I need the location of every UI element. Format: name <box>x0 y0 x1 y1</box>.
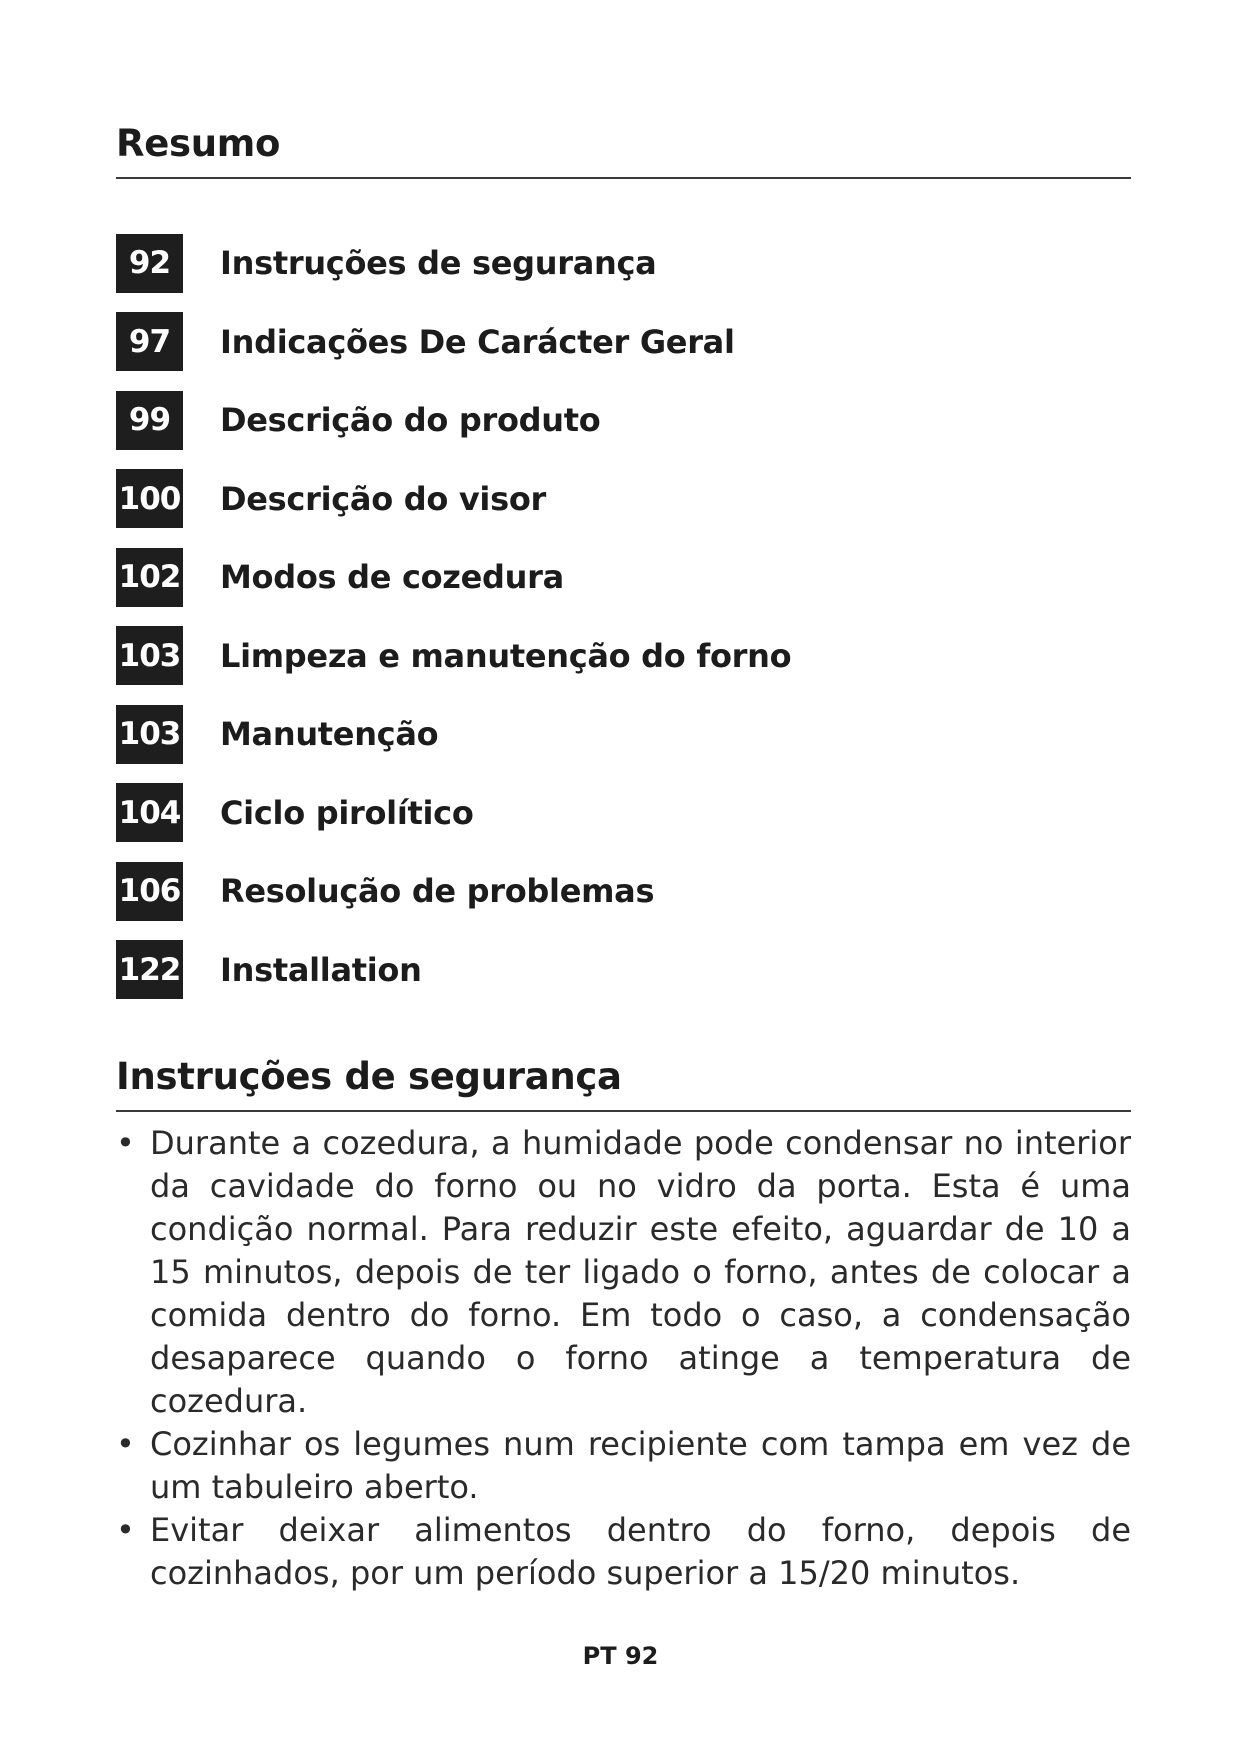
bullet-icon: • <box>116 1425 135 1463</box>
toc-title: Ciclo pirolítico <box>220 793 474 832</box>
toc-page-number: 103 <box>116 626 183 685</box>
toc-item[interactable] <box>116 852 1016 931</box>
toc-title: Descrição do produto <box>220 401 601 440</box>
safety-instructions-list <box>116 1122 1131 1595</box>
toc-item[interactable] <box>116 774 1016 853</box>
toc-page-number: 97 <box>116 312 183 371</box>
toc-page-number: 106 <box>116 862 183 921</box>
toc-item[interactable] <box>116 617 1016 696</box>
list-item <box>116 1423 1131 1509</box>
page-number-footer: PT 92 <box>582 1642 659 1670</box>
toc-title: Descrição do visor <box>220 479 546 518</box>
bullet-text: Durante a cozedura, a humidade pode condensar no interior da cavidade do forno ou no vidro da porta. Esta é uma condição normal. Para reduzir este efeito, aguardar de 10 a 15 minutos, depois de ter ligado o forno, antes de colocar a comida dentro do forno. Em todo o caso, a condensação desaparece quando o forno atinge a temperatura de cozedura. <box>150 1124 1131 1420</box>
toc-page-number: 92 <box>116 234 183 293</box>
toc-page-number: 99 <box>116 391 183 450</box>
toc-page-number: 102 <box>116 548 183 607</box>
toc-title: Manutenção <box>220 715 439 754</box>
safety-heading: Instruções de segurança <box>116 1055 1131 1112</box>
bullet-icon: • <box>116 1124 135 1162</box>
toc-title: Resolução de problemas <box>220 872 655 911</box>
toc-page-number: 104 <box>116 783 183 842</box>
toc-item[interactable] <box>116 303 1016 382</box>
bullet-text: Cozinhar os legumes num recipiente com tampa em vez de um tabuleiro aberto. <box>150 1425 1131 1506</box>
toc-page-number: 103 <box>116 705 183 764</box>
summary-heading: Resumo <box>116 122 1131 179</box>
bullet-icon: • <box>116 1511 135 1549</box>
toc-title: Installation <box>220 950 422 989</box>
toc-item[interactable] <box>116 538 1016 617</box>
toc-title: Instruções de segurança <box>220 244 657 283</box>
bullet-text: Evitar deixar alimentos dentro do forno, depois de cozinhados, por um período superior a 15/20 minutos. <box>150 1511 1131 1592</box>
list-item <box>116 1122 1131 1423</box>
toc-item[interactable] <box>116 381 1016 460</box>
toc-page-number: 122 <box>116 940 183 999</box>
toc-item[interactable] <box>116 224 1016 303</box>
toc-title: Indicações De Carácter Geral <box>220 322 735 361</box>
table-of-contents <box>116 224 1016 1009</box>
toc-title: Limpeza e manutenção do forno <box>220 636 792 675</box>
toc-page-number: 100 <box>116 469 183 528</box>
toc-item[interactable] <box>116 931 1016 1010</box>
toc-item[interactable] <box>116 460 1016 539</box>
list-item <box>116 1509 1131 1595</box>
toc-title: Modos de cozedura <box>220 558 564 597</box>
toc-item[interactable] <box>116 695 1016 774</box>
